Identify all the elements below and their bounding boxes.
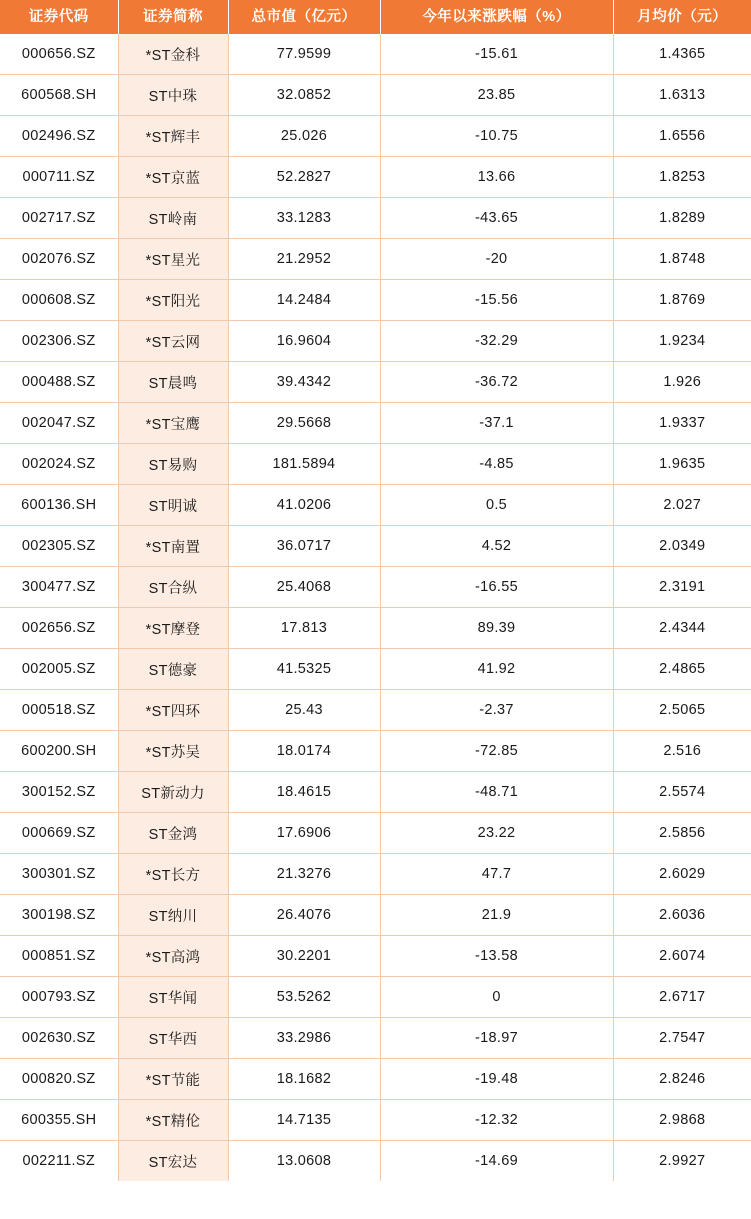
table-row	[0, 854, 751, 895]
cell-code: 600568.SH	[0, 75, 118, 116]
cell-monthly-avg-price: 2.4865	[613, 649, 751, 690]
cell-code: 600136.SH	[0, 485, 118, 526]
cell-code: 000820.SZ	[0, 1059, 118, 1100]
cell-name: ST晨鸣	[118, 362, 228, 403]
cell-name: *ST长方	[118, 854, 228, 895]
cell-market-cap: 25.43	[228, 690, 380, 731]
table-row	[0, 690, 751, 731]
cell-monthly-avg-price: 2.8246	[613, 1059, 751, 1100]
cell-ytd-change: 23.22	[380, 813, 613, 854]
cell-monthly-avg-price: 1.8253	[613, 157, 751, 198]
cell-name: ST中珠	[118, 75, 228, 116]
cell-ytd-change: -13.58	[380, 936, 613, 977]
cell-name: ST德豪	[118, 649, 228, 690]
cell-name: ST合纵	[118, 567, 228, 608]
cell-code: 002076.SZ	[0, 239, 118, 280]
cell-monthly-avg-price: 1.6556	[613, 116, 751, 157]
table-row	[0, 485, 751, 526]
cell-name: ST明诚	[118, 485, 228, 526]
cell-monthly-avg-price: 1.4365	[613, 34, 751, 75]
cell-name: *ST星光	[118, 239, 228, 280]
cell-code: 000608.SZ	[0, 280, 118, 321]
cell-name: *ST京蓝	[118, 157, 228, 198]
cell-code: 002305.SZ	[0, 526, 118, 567]
column-header-name: 证券简称	[118, 0, 228, 34]
cell-monthly-avg-price: 2.027	[613, 485, 751, 526]
cell-monthly-avg-price: 2.6036	[613, 895, 751, 936]
cell-market-cap: 181.5894	[228, 444, 380, 485]
cell-market-cap: 18.1682	[228, 1059, 380, 1100]
cell-market-cap: 33.2986	[228, 1018, 380, 1059]
cell-code: 300301.SZ	[0, 854, 118, 895]
table-row	[0, 608, 751, 649]
cell-ytd-change: -32.29	[380, 321, 613, 362]
table-row	[0, 1059, 751, 1100]
cell-name: *ST四环	[118, 690, 228, 731]
cell-monthly-avg-price: 2.6029	[613, 854, 751, 895]
table-row	[0, 772, 751, 813]
cell-market-cap: 39.4342	[228, 362, 380, 403]
cell-ytd-change: -18.97	[380, 1018, 613, 1059]
cell-ytd-change: -4.85	[380, 444, 613, 485]
cell-code: 300198.SZ	[0, 895, 118, 936]
cell-monthly-avg-price: 1.926	[613, 362, 751, 403]
cell-market-cap: 21.2952	[228, 239, 380, 280]
cell-market-cap: 25.4068	[228, 567, 380, 608]
column-header-ytd-change: 今年以来涨跌幅（%）	[380, 0, 613, 34]
cell-name: ST岭南	[118, 198, 228, 239]
cell-ytd-change: -16.55	[380, 567, 613, 608]
cell-ytd-change: -10.75	[380, 116, 613, 157]
cell-market-cap: 18.0174	[228, 731, 380, 772]
cell-code: 000518.SZ	[0, 690, 118, 731]
cell-market-cap: 30.2201	[228, 936, 380, 977]
table-row	[0, 362, 751, 403]
cell-market-cap: 52.2827	[228, 157, 380, 198]
cell-monthly-avg-price: 1.6313	[613, 75, 751, 116]
cell-market-cap: 41.5325	[228, 649, 380, 690]
cell-market-cap: 26.4076	[228, 895, 380, 936]
table-row	[0, 977, 751, 1018]
cell-ytd-change: 41.92	[380, 649, 613, 690]
table-row	[0, 731, 751, 772]
cell-market-cap: 32.0852	[228, 75, 380, 116]
cell-code: 300477.SZ	[0, 567, 118, 608]
cell-ytd-change: 47.7	[380, 854, 613, 895]
cell-market-cap: 41.0206	[228, 485, 380, 526]
cell-name: *ST金科	[118, 34, 228, 75]
cell-market-cap: 14.2484	[228, 280, 380, 321]
cell-monthly-avg-price: 2.5856	[613, 813, 751, 854]
cell-ytd-change: -2.37	[380, 690, 613, 731]
cell-name: *ST南置	[118, 526, 228, 567]
table-row	[0, 116, 751, 157]
cell-name: ST易购	[118, 444, 228, 485]
cell-code: 002047.SZ	[0, 403, 118, 444]
cell-market-cap: 77.9599	[228, 34, 380, 75]
cell-monthly-avg-price: 2.516	[613, 731, 751, 772]
cell-name: *ST精伦	[118, 1100, 228, 1141]
cell-ytd-change: -43.65	[380, 198, 613, 239]
table-row	[0, 813, 751, 854]
cell-monthly-avg-price: 2.3191	[613, 567, 751, 608]
cell-ytd-change: -37.1	[380, 403, 613, 444]
cell-market-cap: 36.0717	[228, 526, 380, 567]
cell-name: *ST辉丰	[118, 116, 228, 157]
cell-monthly-avg-price: 2.4344	[613, 608, 751, 649]
cell-ytd-change: 89.39	[380, 608, 613, 649]
cell-market-cap: 14.7135	[228, 1100, 380, 1141]
cell-market-cap: 18.4615	[228, 772, 380, 813]
column-header-monthly-avg-price: 月均价（元）	[613, 0, 751, 34]
cell-monthly-avg-price: 2.9927	[613, 1141, 751, 1182]
cell-name: *ST宝鹰	[118, 403, 228, 444]
cell-monthly-avg-price: 1.9234	[613, 321, 751, 362]
table-row	[0, 403, 751, 444]
cell-monthly-avg-price: 2.0349	[613, 526, 751, 567]
cell-monthly-avg-price: 2.5065	[613, 690, 751, 731]
cell-ytd-change: 23.85	[380, 75, 613, 116]
cell-monthly-avg-price: 2.6717	[613, 977, 751, 1018]
table-row	[0, 198, 751, 239]
cell-monthly-avg-price: 2.5574	[613, 772, 751, 813]
cell-code: 000656.SZ	[0, 34, 118, 75]
cell-code: 600200.SH	[0, 731, 118, 772]
cell-ytd-change: -12.32	[380, 1100, 613, 1141]
cell-name: ST纳川	[118, 895, 228, 936]
table-row	[0, 75, 751, 116]
table-row	[0, 1100, 751, 1141]
cell-code: 002005.SZ	[0, 649, 118, 690]
table-row	[0, 321, 751, 362]
cell-code: 002630.SZ	[0, 1018, 118, 1059]
cell-code: 002306.SZ	[0, 321, 118, 362]
table-header-row	[0, 0, 751, 34]
cell-ytd-change: -20	[380, 239, 613, 280]
table-row	[0, 157, 751, 198]
table-row	[0, 936, 751, 977]
cell-name: *ST阳光	[118, 280, 228, 321]
table-row	[0, 1141, 751, 1182]
cell-ytd-change: -15.61	[380, 34, 613, 75]
cell-ytd-change: 0.5	[380, 485, 613, 526]
cell-ytd-change: -48.71	[380, 772, 613, 813]
cell-ytd-change: 13.66	[380, 157, 613, 198]
cell-market-cap: 53.5262	[228, 977, 380, 1018]
cell-code: 002211.SZ	[0, 1141, 118, 1182]
table-header	[0, 0, 751, 34]
cell-code: 002496.SZ	[0, 116, 118, 157]
cell-code: 002656.SZ	[0, 608, 118, 649]
column-header-code: 证券代码	[0, 0, 118, 34]
cell-code: 002717.SZ	[0, 198, 118, 239]
cell-name: ST宏达	[118, 1141, 228, 1182]
cell-market-cap: 29.5668	[228, 403, 380, 444]
cell-code: 300152.SZ	[0, 772, 118, 813]
cell-name: *ST节能	[118, 1059, 228, 1100]
cell-ytd-change: 21.9	[380, 895, 613, 936]
cell-name: ST金鸿	[118, 813, 228, 854]
cell-monthly-avg-price: 1.9337	[613, 403, 751, 444]
table-body	[0, 34, 751, 1181]
cell-name: *ST高鸿	[118, 936, 228, 977]
cell-name: ST新动力	[118, 772, 228, 813]
table-row	[0, 280, 751, 321]
cell-code: 000851.SZ	[0, 936, 118, 977]
table-row	[0, 895, 751, 936]
cell-code: 000711.SZ	[0, 157, 118, 198]
cell-ytd-change: -15.56	[380, 280, 613, 321]
cell-monthly-avg-price: 1.8769	[613, 280, 751, 321]
cell-ytd-change: -19.48	[380, 1059, 613, 1100]
table-row	[0, 649, 751, 690]
cell-market-cap: 21.3276	[228, 854, 380, 895]
cell-market-cap: 33.1283	[228, 198, 380, 239]
cell-code: 002024.SZ	[0, 444, 118, 485]
cell-monthly-avg-price: 2.9868	[613, 1100, 751, 1141]
cell-ytd-change: 0	[380, 977, 613, 1018]
cell-market-cap: 16.9604	[228, 321, 380, 362]
cell-monthly-avg-price: 1.8748	[613, 239, 751, 280]
cell-name: *ST苏吴	[118, 731, 228, 772]
table-row	[0, 239, 751, 280]
cell-monthly-avg-price: 2.6074	[613, 936, 751, 977]
cell-market-cap: 17.813	[228, 608, 380, 649]
cell-ytd-change: -36.72	[380, 362, 613, 403]
cell-monthly-avg-price: 1.8289	[613, 198, 751, 239]
cell-name: *ST云网	[118, 321, 228, 362]
cell-market-cap: 13.0608	[228, 1141, 380, 1182]
cell-name: *ST摩登	[118, 608, 228, 649]
cell-code: 000669.SZ	[0, 813, 118, 854]
column-header-market-cap: 总市值（亿元）	[228, 0, 380, 34]
table-row	[0, 1018, 751, 1059]
table-row	[0, 567, 751, 608]
cell-name: ST华闻	[118, 977, 228, 1018]
cell-ytd-change: 4.52	[380, 526, 613, 567]
cell-market-cap: 25.026	[228, 116, 380, 157]
table-row	[0, 444, 751, 485]
table-row	[0, 526, 751, 567]
cell-code: 000793.SZ	[0, 977, 118, 1018]
cell-ytd-change: -14.69	[380, 1141, 613, 1182]
table-row	[0, 34, 751, 75]
cell-market-cap: 17.6906	[228, 813, 380, 854]
cell-code: 600355.SH	[0, 1100, 118, 1141]
cell-monthly-avg-price: 1.9635	[613, 444, 751, 485]
cell-ytd-change: -72.85	[380, 731, 613, 772]
cell-code: 000488.SZ	[0, 362, 118, 403]
cell-name: ST华西	[118, 1018, 228, 1059]
cell-monthly-avg-price: 2.7547	[613, 1018, 751, 1059]
